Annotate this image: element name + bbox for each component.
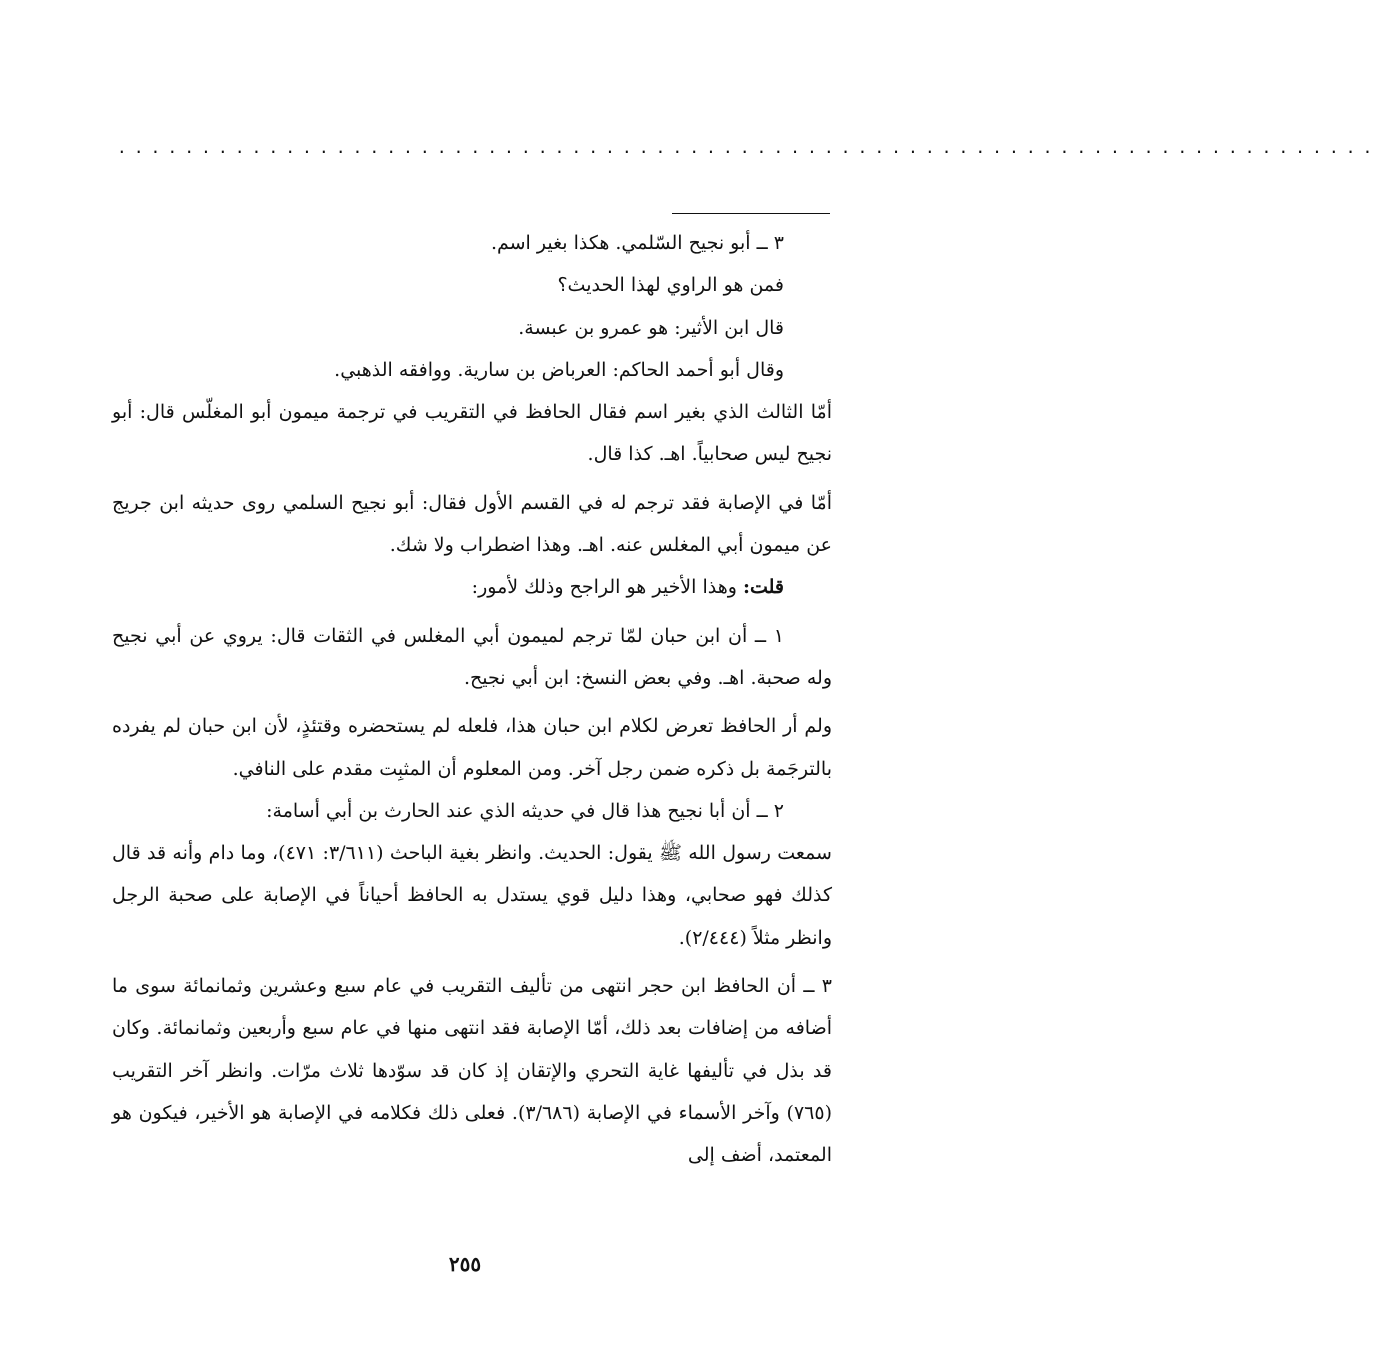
paragraph-5: أمّا الثالث الذي بغير اسم فقال الحافظ في التقريب في ترجمة ميمون أبو المغلّس قال: أبو نجيح ليس صحابياً. اهـ. كذا قال. — [112, 401, 832, 466]
paragraph-11: سمعت رسول الله ﷺ يقول: الحديث. وانظر بغية الباحث (٣/٦١١: ٤٧١)، وما دام وأنه قد قال كذلك فهو صحابي، وهذا دليل قوي يستدل به الحافظ أحياناً في الإصابة على صحبة الرجل وانظر مثلاً (٢/٤٤٤). — [112, 842, 832, 949]
paragraph-2: فمن هو الراوي لهذا الحديث؟ — [557, 274, 784, 297]
leader-dots: ........................................................................... — [117, 138, 1379, 157]
paragraph-8: ١ ــ أن ابن حبان لمّا ترجم لميمون أبي المغلس في الثقات قال: يروي عن أبي نجيح وله صحبة. اهـ. وفي بعض النسخ: ابن أبي نجيح. — [112, 624, 832, 689]
paragraph-7 — [112, 566, 832, 608]
paragraph-4: وقال أبو أحمد الحاكم: العرباض بن سارية. ووافقه الذهبي. — [334, 358, 784, 381]
paragraph-7-text: وهذا الأخير هو الراجح وذلك لأمور: — [471, 576, 743, 599]
page-number: ٢٥٥ — [448, 1252, 482, 1276]
qultu-label: قلت: — [742, 576, 784, 599]
paragraph-9: ولم أر الحافظ تعرض لكلام ابن حبان هذا، فلعله لم يستحضره وقتئذٍ، لأن ابن حبان لم يفرده بالترجَمة بل ذكره ضمن رجل آخر. ومن المعلوم أن المثبِت مقدم على النافي. — [112, 715, 832, 780]
paragraph-10: ٢ ــ أن أبا نجيح هذا قال في حديثه الذي عند الحارث بن أبي أسامة: — [266, 799, 784, 822]
paragraph-3: قال ابن الأثير: هو عمرو بن عبسة. — [518, 316, 784, 339]
page-body — [112, 222, 832, 1177]
paragraph-12: ٣ ــ أن الحافظ ابن حجر انتهى من تأليف التقريب في عام سبع وعشرين وثمانمائة سوى ما أضافه من إضافات بعد ذلك، أمّا الإصابة فقد انتهى منها في عام سبع وأربعين وثمانمائة. وكان قد بذل في تأليفها غاية التحري والإتقان إذ كان قد سوّدها ثلاث مرّات. وانظر آخر التقريب (٧٦٥) وآخر الأسماء في الإصابة (٣/٦٨٦). فعلى ذلك فكلامه في الإصابة هو الأخير، فيكون هو المعتمد، أضف إلى — [112, 975, 832, 1167]
paragraph-6: أمّا في الإصابة فقد ترجم له في القسم الأول فقال: أبو نجيح السلمي روى حديثه ابن جريج عن ميمون أبي المغلس عنه. اهـ. وهذا اضطراب ولا شك. — [112, 491, 832, 557]
paragraph-1: ٣ ــ أبو نجيح السّلمي. هكذا بغير اسم. — [490, 232, 784, 254]
footnote-separator — [672, 213, 830, 214]
